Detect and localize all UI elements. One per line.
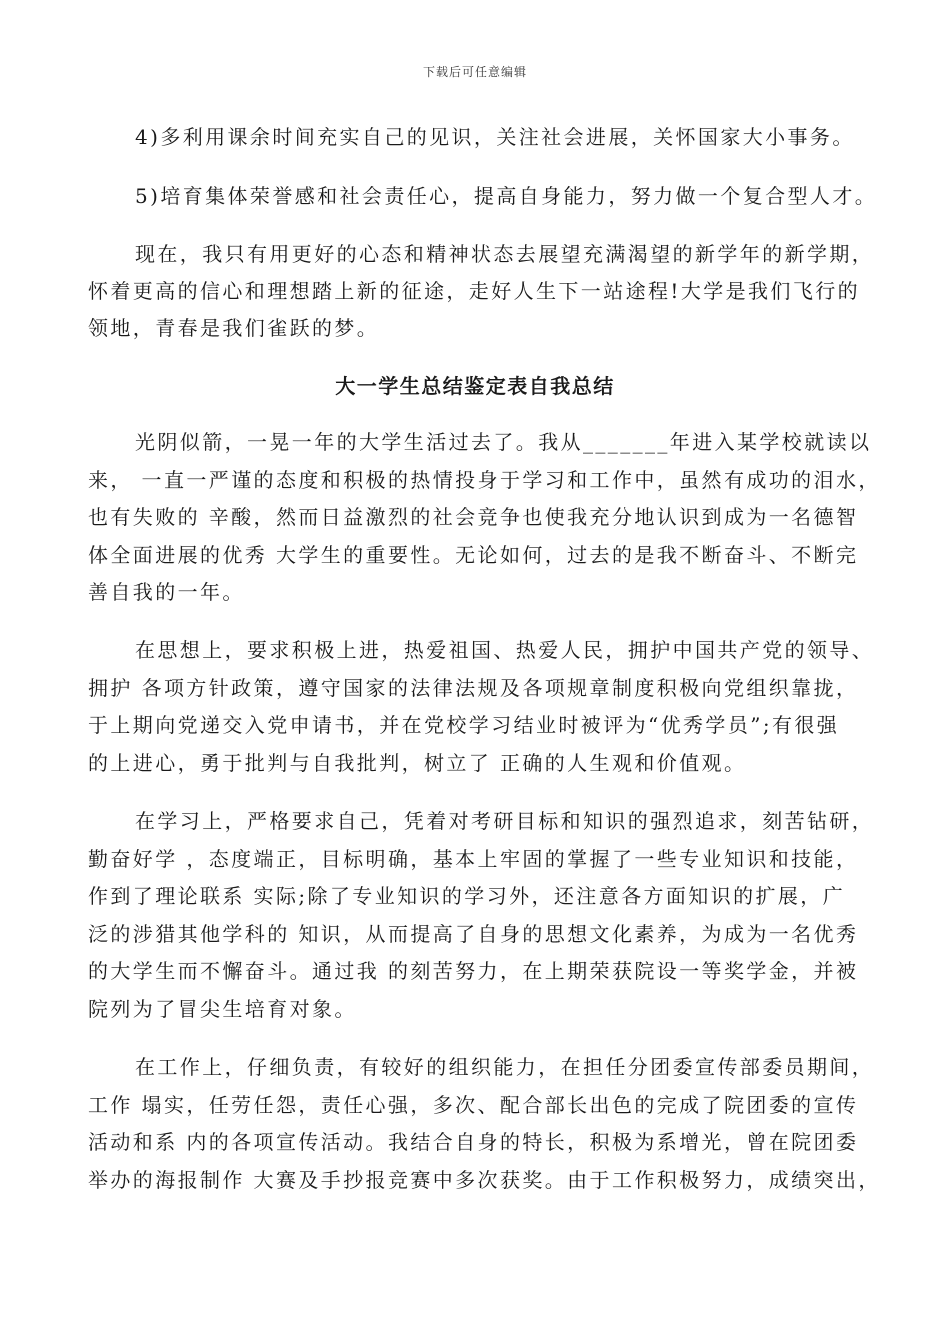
text-line: 现在，我只有用更好的心态和精神状态去展望充满渴望的新学年的新学期，	[135, 242, 875, 266]
text-line: 也有失败的 辛酸，然而日益激烈的社会竞争也使我充分地认识到成为一名德智	[88, 505, 859, 529]
text-line: 的大学生而不懈奋斗。通过我 的刻苦努力，在上期荣获院设一等奖学金，并被	[88, 959, 859, 983]
text-line: 善自我的一年。	[88, 580, 245, 604]
text-line: 怀着更高的信心和理想踏上新的征途，走好人生下一站途程!大学是我们飞行的	[88, 279, 861, 303]
page-header: 下载后可任意编辑	[422, 65, 527, 79]
text-line: 体全面进展的优秀 大学生的重要性。无论如何，过去的是我不断奋斗、不断完	[88, 543, 859, 567]
text-line: 勤奋好学 ，态度端正，目标明确，基本上牢固的掌握了一些专业知识和技能，	[88, 847, 859, 871]
section-title: 大一学生总结鉴定表自我总结	[335, 374, 615, 398]
text-line: 领地，青春是我们雀跃的梦。	[88, 316, 380, 340]
text-line: 拥护 各项方针政策，遵守国家的法律法规及各项规章制度积极向党组织靠拢，	[88, 676, 859, 700]
text-line: 在思想上，要求积极上进，热爱祖国、热爱人民，拥护中国共产党的领导、	[135, 638, 875, 662]
text-line: 作到了理论联系 实际;除了专业知识的学习外，还注意各方面知识的扩展，广	[88, 884, 846, 908]
text-line: 活动和系 内的各项宣传活动。我结合自身的特长，积极为系增光，曾在院团委	[88, 1130, 859, 1154]
text-line: 工作 塌实，任劳任怨，责任心强，多次、配合部长出色的完成了院团委的宣传	[88, 1093, 859, 1117]
text-line: 泛的涉猎其他学科的 知识，从而提高了自身的思想文化素养，为成为一名优秀	[88, 922, 859, 946]
text-line: 来， 一直一严谨的态度和积极的热情投身于学习和工作中，虽然有成功的泪水，	[88, 468, 881, 492]
text-line: 在学习上，严格要求自己，凭着对考研目标和知识的强烈追求，刻苦钻研，	[135, 809, 875, 833]
text-line: 5)培育集体荣誉感和社会责任心，提高自身能力，努力做一个复合型人才。	[135, 184, 878, 208]
text-line: 光阴似箭，一晃一年的大学生活过去了。我从_______年进入某学校就读以	[135, 430, 872, 454]
text-line: 于上期向党递交入党申请书，并在党校学习结业时被评为“优秀学员”;有很强	[88, 713, 840, 737]
text-line: 在工作上，仔细负责，有较好的组织能力，在担任分团委宣传部委员期间，	[135, 1055, 875, 1079]
text-line: 的上进心，勇于批判与自我批判，树立了 正确的人生观和价值观。	[88, 751, 747, 775]
text-line: 院列为了冒尖生培育对象。	[88, 997, 357, 1021]
text-line: 举办的海报制作 大赛及手抄报竞赛中多次获奖。由于工作积极努力，成绩突出，	[88, 1168, 881, 1192]
text-line: 4)多利用课余时间充实自己的见识，关注社会进展，关怀国家大小事务。	[135, 125, 855, 149]
